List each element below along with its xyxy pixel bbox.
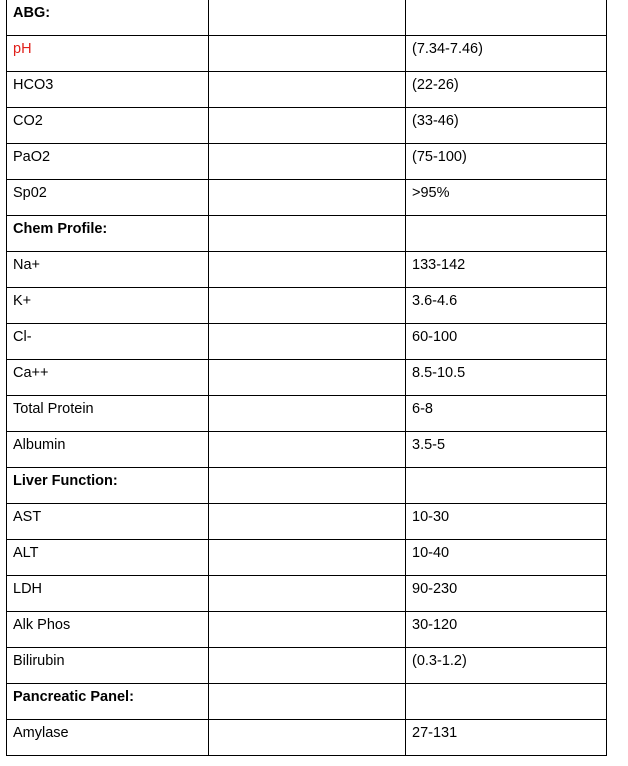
section-header-row <box>7 684 607 720</box>
test-name-cell: HCO3 <box>7 72 209 108</box>
reference-range-cell: (33-46) <box>406 108 607 144</box>
table-row <box>7 324 607 360</box>
table-row <box>7 576 607 612</box>
section-title-cell: Liver Function: <box>7 468 209 504</box>
test-name-cell: pH <box>7 36 209 72</box>
result-value-cell[interactable] <box>209 0 406 36</box>
table-row <box>7 360 607 396</box>
test-name-cell: LDH <box>7 576 209 612</box>
reference-range-cell: 3.5-5 <box>406 432 607 468</box>
test-name-cell: Na+ <box>7 252 209 288</box>
reference-range-cell: 8.5-10.5 <box>406 360 607 396</box>
result-value-cell[interactable] <box>209 540 406 576</box>
lab-table-body <box>7 0 607 756</box>
table-row <box>7 648 607 684</box>
table-row <box>7 720 607 756</box>
result-value-cell[interactable] <box>209 720 406 756</box>
section-header-row <box>7 468 607 504</box>
reference-range-cell: 6-8 <box>406 396 607 432</box>
reference-range-cell: 10-30 <box>406 504 607 540</box>
section-title-cell: Pancreatic Panel: <box>7 684 209 720</box>
table-row <box>7 252 607 288</box>
result-value-cell[interactable] <box>209 288 406 324</box>
table-row <box>7 72 607 108</box>
table-row <box>7 396 607 432</box>
result-value-cell[interactable] <box>209 468 406 504</box>
result-value-cell[interactable] <box>209 432 406 468</box>
reference-range-cell: 3.6-4.6 <box>406 288 607 324</box>
table-row <box>7 36 607 72</box>
test-name-cell: ALT <box>7 540 209 576</box>
result-value-cell[interactable] <box>209 504 406 540</box>
test-name-cell: Bilirubin <box>7 648 209 684</box>
result-value-cell[interactable] <box>209 396 406 432</box>
reference-range-cell <box>406 216 607 252</box>
result-value-cell[interactable] <box>209 72 406 108</box>
reference-range-cell: (75-100) <box>406 144 607 180</box>
result-value-cell[interactable] <box>209 648 406 684</box>
test-name-cell: AST <box>7 504 209 540</box>
reference-range-cell: (7.34-7.46) <box>406 36 607 72</box>
test-name-cell: Ca++ <box>7 360 209 396</box>
reference-range-cell: 30-120 <box>406 612 607 648</box>
table-row <box>7 144 607 180</box>
table-row <box>7 180 607 216</box>
result-value-cell[interactable] <box>209 108 406 144</box>
reference-range-cell <box>406 0 607 36</box>
test-name-cell: Alk Phos <box>7 612 209 648</box>
reference-range-cell: 90-230 <box>406 576 607 612</box>
result-value-cell[interactable] <box>209 684 406 720</box>
result-value-cell[interactable] <box>209 576 406 612</box>
table-row <box>7 288 607 324</box>
table-row <box>7 108 607 144</box>
reference-range-cell: 27-131 <box>406 720 607 756</box>
test-name-cell: Cl- <box>7 324 209 360</box>
reference-range-cell <box>406 684 607 720</box>
result-value-cell[interactable] <box>209 180 406 216</box>
reference-range-cell: 60-100 <box>406 324 607 360</box>
reference-range-cell: (22-26) <box>406 72 607 108</box>
result-value-cell[interactable] <box>209 216 406 252</box>
table-row <box>7 432 607 468</box>
test-name-cell: PaO2 <box>7 144 209 180</box>
reference-range-cell: 10-40 <box>406 540 607 576</box>
table-row <box>7 612 607 648</box>
test-name-cell: CO2 <box>7 108 209 144</box>
result-value-cell[interactable] <box>209 612 406 648</box>
reference-range-cell: (0.3-1.2) <box>406 648 607 684</box>
table-row <box>7 540 607 576</box>
test-name-cell: Sp02 <box>7 180 209 216</box>
test-name-cell: Amylase <box>7 720 209 756</box>
result-value-cell[interactable] <box>209 144 406 180</box>
test-name-cell: K+ <box>7 288 209 324</box>
section-title-cell: ABG: <box>7 0 209 36</box>
result-value-cell[interactable] <box>209 36 406 72</box>
reference-range-cell <box>406 468 607 504</box>
reference-range-cell: >95% <box>406 180 607 216</box>
lab-values-table <box>6 0 607 756</box>
result-value-cell[interactable] <box>209 324 406 360</box>
test-name-cell: Albumin <box>7 432 209 468</box>
test-name-cell: Total Protein <box>7 396 209 432</box>
result-value-cell[interactable] <box>209 252 406 288</box>
section-header-row <box>7 216 607 252</box>
section-header-row <box>7 0 607 36</box>
result-value-cell[interactable] <box>209 360 406 396</box>
section-title-cell: Chem Profile: <box>7 216 209 252</box>
table-row <box>7 504 607 540</box>
reference-range-cell: 133-142 <box>406 252 607 288</box>
